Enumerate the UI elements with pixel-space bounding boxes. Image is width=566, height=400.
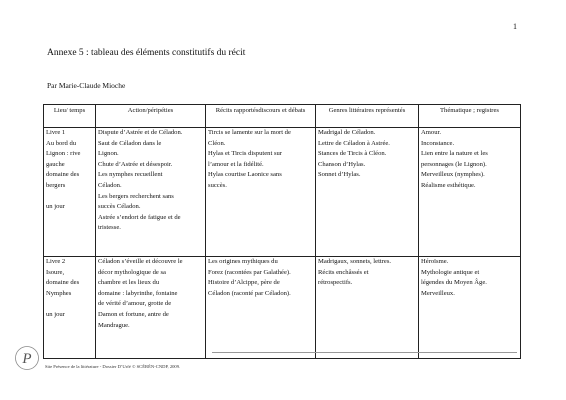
cell-lieu: Livre 2 Isoure, domaine des Nymphes un jour	[44, 257, 96, 359]
header-lieu-temps: Lieu/ temps	[44, 105, 96, 128]
footer-divider	[212, 352, 517, 353]
page-number: 1	[513, 22, 517, 31]
author-line: Par Marie-Claude Mioche	[47, 81, 126, 90]
cell-recits: Tircis se lamente sur la mort de Cléon. Hylas et Tircis disputent sur l’amour et la fidélité. Hylas courtise Laonice sans succès.	[206, 128, 316, 257]
narrative-elements-table	[43, 104, 521, 359]
header-thematique-registres: Thématique ; registres	[419, 105, 521, 128]
footer-credit: Site Présence de la littérature - Dossier D’Urfé © SCÉRÉN-CNDP, 2009.	[45, 364, 181, 369]
cell-recits: Les origines mythiques du Forez (racontées par Galathée). Histoire d’Alcippe, père de Céladon (raconté par Céladon).	[206, 257, 316, 359]
table-header-row	[44, 105, 521, 128]
cell-thematique: Amour. Inconstance. Lien entre la nature et les personnages (le Lignon). Merveilleux (nymphes). Réalisme esthétique.	[419, 128, 521, 257]
header-action-peripeties: Action/péripéties	[96, 105, 206, 128]
cell-action: Dispute d’Astrée et de Céladon. Saut de Céladon dans le Lignon. Chute d’Astrée et désespoir. Les nymphes recueillent Céladon. Les bergers recherchent sans succès Céladon. Astrée s’endort de fatigue et de tristesse.	[96, 128, 206, 257]
cell-lieu: Livre 1 Au bord du Lignon : rive gauche domaine des bergers un jour	[44, 128, 96, 257]
table-row	[44, 128, 521, 257]
presence-logo-icon	[14, 345, 40, 371]
header-genres-litteraires: Genres littéraires représentés	[316, 105, 419, 128]
table-row	[44, 257, 521, 359]
cell-action: Céladon s’éveille et découvre le décor mythologique de sa chambre et les lieux du domaine : labyrinthe, fontaine de vérité d’amour, grotte de Damon et fortune, antre de Mandrague.	[96, 257, 206, 359]
cell-genres: Madrigaux, sonnets, lettres. Récits enchâssés et rétrospectifs.	[316, 257, 419, 359]
logo-letter: P	[22, 351, 32, 367]
cell-genres: Madrigal de Céladon. Lettre de Céladon à Astrée. Stances de Tircis à Cléon. Chanson d’Hylas. Sonnet d’Hylas.	[316, 128, 419, 257]
cell-thematique: Héroïsme. Mythologie antique et légendes du Moyen Âge. Merveilleux.	[419, 257, 521, 359]
page-title: Annexe 5 : tableau des éléments constitutifs du récit	[47, 48, 246, 58]
header-recits-rapportes: Récits rapportésdiscours et débats	[206, 105, 316, 128]
